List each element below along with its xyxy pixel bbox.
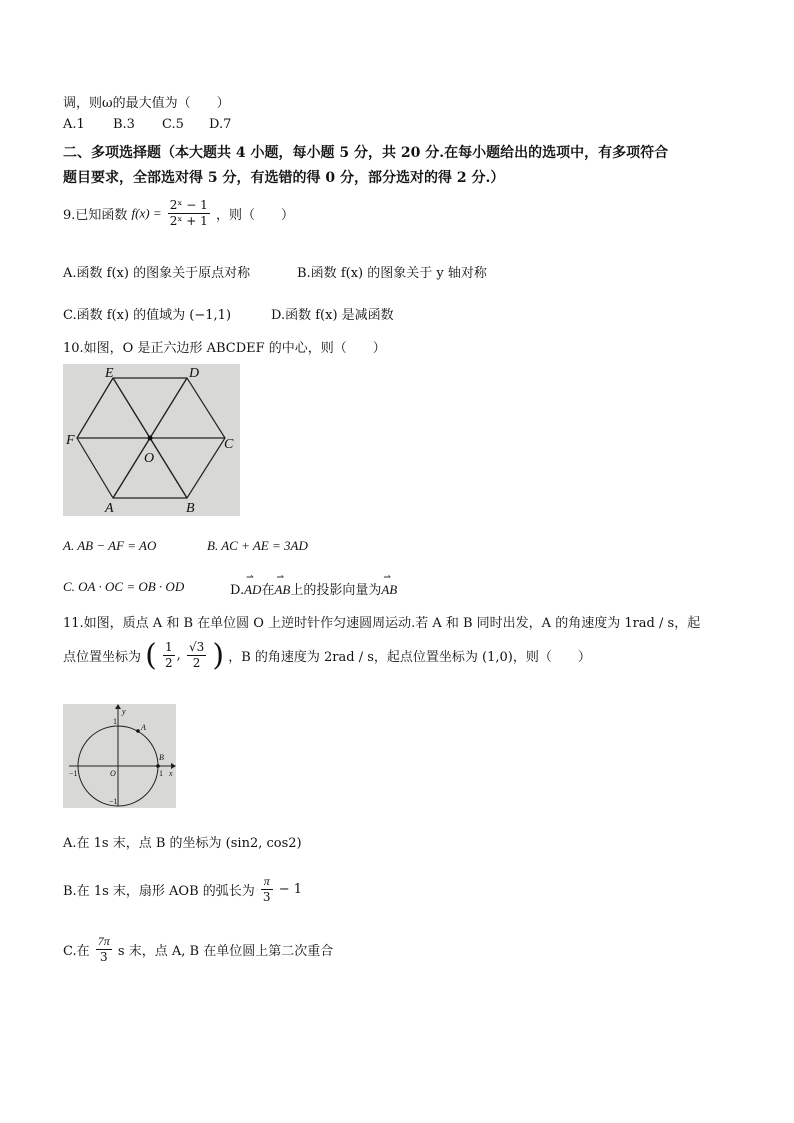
unit-circle-diagram [63,704,176,808]
y-axis-label: y [122,707,126,716]
hexagon-figure [63,364,240,516]
q8-option-b: B.3 [113,117,135,132]
hex-inner-e [113,378,150,438]
q11-coord-y [187,640,206,671]
q8-option-d: D.7 [209,117,232,132]
q11-b-fraction [261,874,273,905]
q10-d-vector-ab-2: ⇀ AB [381,582,397,598]
q10-d-prefix: D. [230,583,245,598]
label-e: E [105,366,114,381]
q10-option-b: B. AC + AE = 3AD [207,538,308,553]
q9-prefix: 9.已知函数 [63,208,128,223]
q11-c-post: s 末，点 A, B 在单位圆上第二次重合 [117,944,334,959]
q9-option-c: C.函数 f(x) 的值域为 (−1,1) [63,308,232,323]
q9-fraction [168,198,210,229]
q11-option-c [63,934,333,965]
q9-fx: f(x) = [131,205,162,221]
q9-suffix: ，则（ ） [215,208,294,223]
q11-c-pre: C.在 [63,944,90,959]
q11-b-fraction-num: π [261,874,273,890]
label-a: A [105,501,114,516]
q8-options [63,117,231,132]
hexagon-diagram [63,364,240,516]
q11-b-pre: B.在 1s 末，扇形 AOB 的弧长为 [63,884,255,899]
q11-line2-post: ，B 的角速度为 2rad / s，起点位置坐标为 (1,0)，则（ ） [228,650,591,665]
q10-d-vector-ab: ⇀ AB [274,582,290,598]
q11-left-paren: ( [145,638,157,673]
q9-option-d: D.函数 f(x) 是减函数 [271,308,394,323]
point-a [136,729,140,733]
q11-b-fraction-den: 3 [262,890,271,904]
q8-option-a: A.1 [63,117,85,132]
q11-coord-x-num: 1 [165,640,173,654]
q10-option-a: A. AB − AF = AO [63,538,157,553]
unit-circle-figure [63,704,176,808]
q11-option-b [63,874,302,905]
label-d: D [189,366,200,381]
q11-coord-x [163,640,175,671]
q11-line2-pre: 点位置坐标为 [63,650,142,665]
q10-d-mid2: 上的投影向量为 [290,583,382,598]
x-axis-label: x [169,769,173,778]
q11-option-a: A.在 1s 末，点 B 的坐标为 (sin2, cos2) [63,836,302,851]
q8-stem-tail: 调，则ω的最大值为（ ） [63,96,230,111]
q11-b-post: − 1 [278,882,302,897]
q11-coord-y-num: √3 [188,640,205,654]
center-point-o [148,436,153,441]
point-a-label: A [141,723,146,732]
point-b [156,764,160,768]
q11-stem-line1: 11.如图，质点 A 和 B 在单位圆 O 上逆时针作匀速圆周运动.若 A 和 B 同时出发，A 的角速度为 1rad / s，起 [63,616,701,631]
q10-stem: 10.如图，O 是正六边形 ABCDEF 的中心，则（ ） [63,341,386,356]
y-axis-arrow-icon [115,704,121,709]
label-c: C [224,437,234,452]
q9-option-a: A.函数 f(x) 的图象关于原点对称 [63,266,251,281]
q10-option-c: C. OA · OC = OB · OD [63,579,185,594]
q11-stem-line2: 点位置坐标为 ( $\frac{1}{2}$ , $\frac{√3}{2}$ ) ，B 的角速度为 2rad / s，起点位置坐标为 (1,0)，则（ ） [63,638,591,673]
q10-d-mid: 在 [261,583,275,598]
q10-option-d [230,579,397,598]
hex-inner-a [113,438,150,498]
q9-fraction-numerator: 2ˣ − 1 [169,198,208,212]
q11-coord-x-den: 2 [165,656,173,670]
q9-fraction-denominator: 2ˣ + 1 [169,214,208,228]
q9-stem [63,198,294,229]
tick-label-1-right: 1 [159,769,163,778]
label-f: F [66,433,75,448]
hex-inner-b [150,438,187,498]
tick-label-neg1-bottom: −1 [109,797,118,806]
q9-option-b: B.函数 f(x) 的图象关于 y 轴对称 [297,266,487,281]
label-o: O [144,451,155,466]
section-2-heading-line1: 二、多项选择题（本大题共 4 小题，每小题 5 分，共 20 分.在每小题给出的选项中，有多项符合 [63,145,669,161]
q11-c-fraction-den: 3 [99,950,108,964]
q10-d-vector-ad: ⇀ AD [244,582,261,598]
q11-c-fraction [96,934,112,965]
hex-edge [77,378,113,438]
label-b: B [186,501,195,516]
tick-label-neg1-left: −1 [69,769,78,778]
point-b-label: B [159,753,164,762]
tick-label-1-top: 1 [113,717,117,726]
q11-coord-y-den: 2 [192,656,201,670]
q11-right-paren: ) [212,638,225,673]
q11-c-fraction-num: 7π [97,934,110,948]
q8-option-c: C.5 [162,117,184,132]
hex-inner-d [150,378,187,438]
origin-label: O [110,769,116,778]
section-2-heading-line2: 题目要求，全部选对得 5 分，有选错的得 0 分，部分选对的得 2 分.） [63,170,505,186]
